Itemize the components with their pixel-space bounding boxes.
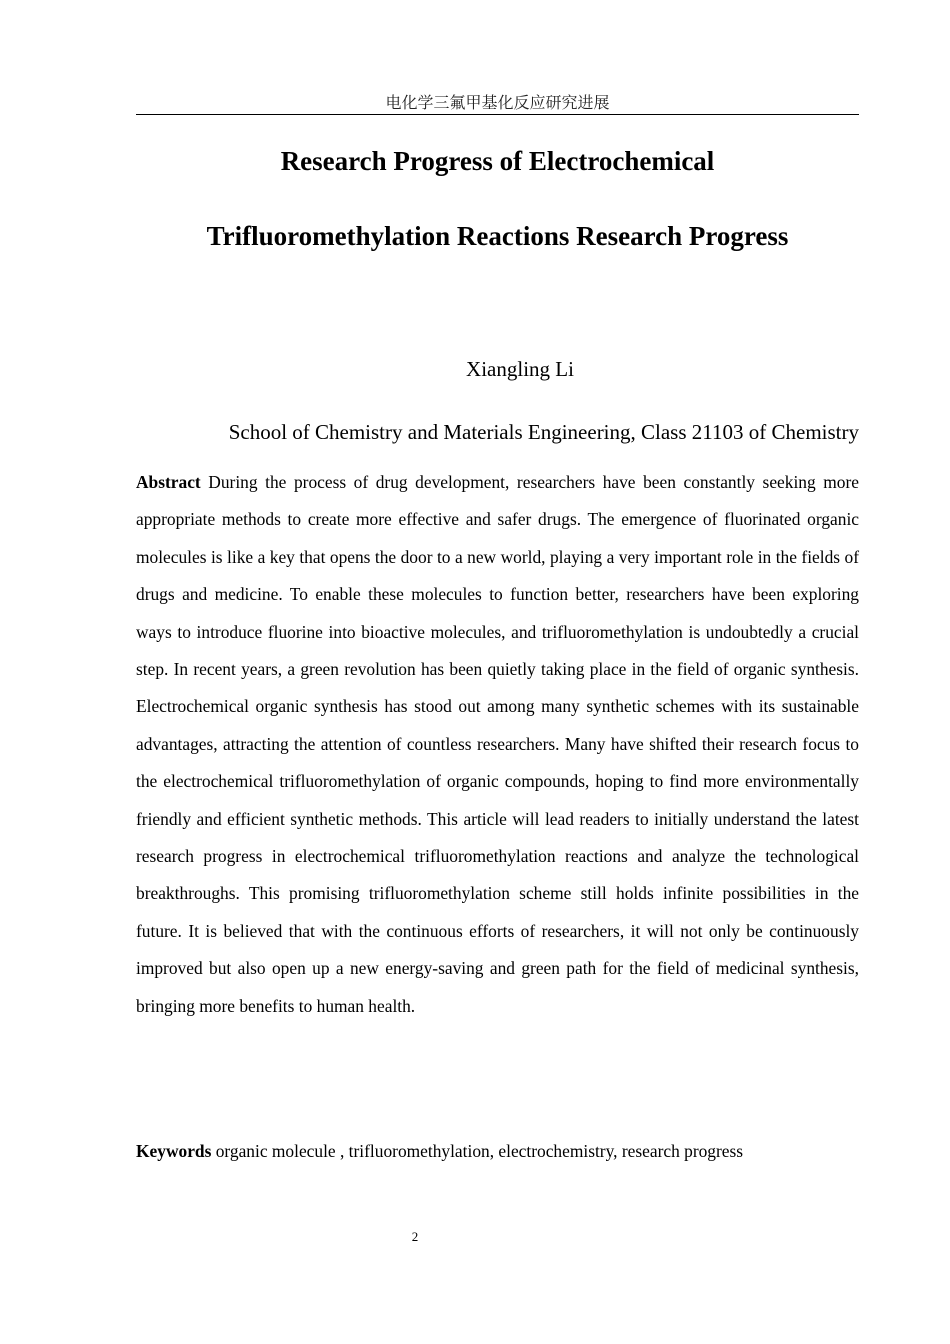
page-number: 2 — [411, 1229, 419, 1244]
running-title: 电化学三氟甲基化反应研究进展 — [385, 93, 610, 112]
paper-title-line-1: Research Progress of Electrochemical — [280, 146, 715, 176]
abstract-text: During the process of drug development, researchers have been constantly seeking more appropriate methods to create more effective and safer drugs. The emergence of fluorinated organic molecules is like a key that opens the door to a new world, playing a very important role in the fields of drugs and medicine. To enable these molecules to function better, researchers have been exploring ways to introduce fluorine into bioactive molecules, and trifluoromethylation is undoubtedly a crucial step. In recent years, a green revolution has been quietly taking place in the field of organic synthesis. Electrochemical organic synthesis has stood out among many synthetic schemes with its sustainable advantages, attracting the attention of countless researchers. Many have shifted their research focus to the electrochemical trifluoromethylation of organic compounds, hoping to find more environmentally friendly and efficient synthetic methods. This article will lead readers to initially understand the latest research progress in electrochemical trifluoromethylation reactions and analyze the technological breakthroughs. This promising trifluoromethylation scheme still holds infinite possibilities in the future. It is believed that with the continuous efforts of researchers, it will not only be continuously improved but also open up a new energy-saving and green path for the field of medicinal synthesis, bringing more benefits to human health. — [136, 472, 859, 1016]
author-affiliation: School of Chemistry and Materials Engineering, Class 21103 of Chemistry — [228, 420, 859, 444]
author-name: Xiangling Li — [466, 357, 574, 381]
abstract-label: Abstract — [136, 472, 201, 492]
keywords-label: Keywords — [136, 1141, 212, 1161]
running-header — [136, 92, 859, 115]
abstract-paragraph — [136, 464, 859, 1025]
keywords-paragraph — [136, 1133, 859, 1170]
paper-title-line-2: Trifluoromethylation Reactions Research Progress — [206, 221, 789, 251]
keywords-text: organic molecule , trifluoromethylation, electrochemistry, research progress — [215, 1141, 744, 1161]
